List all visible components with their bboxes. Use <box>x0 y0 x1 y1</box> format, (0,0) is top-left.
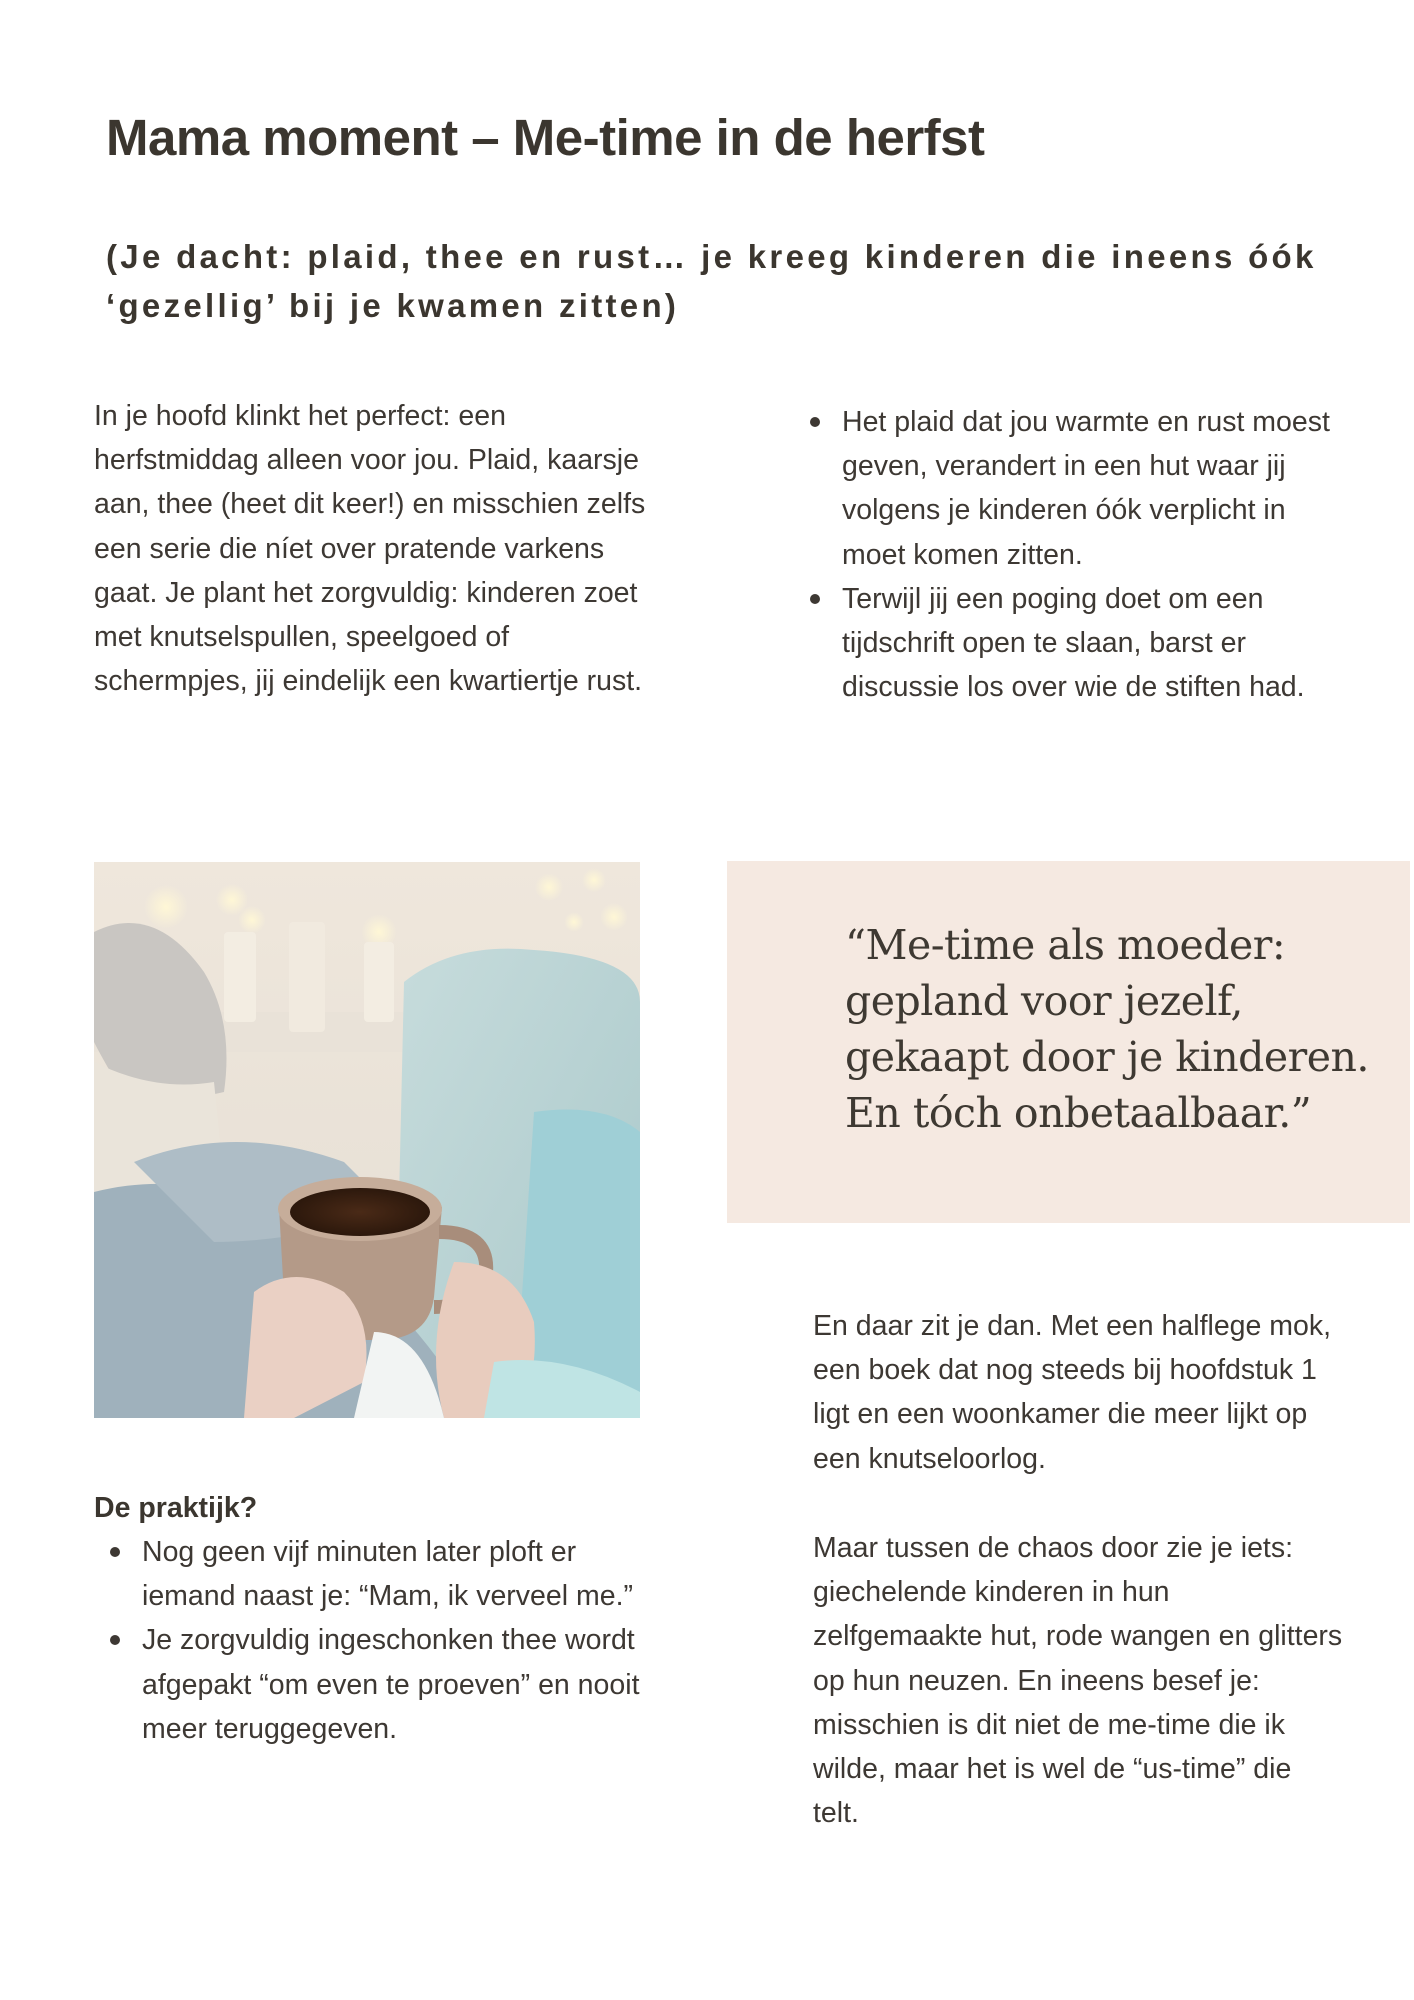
quote-box <box>727 861 1410 1223</box>
cozy-tea-photo <box>94 862 640 1418</box>
page-title: Mama moment – Me-time in de herfst <box>106 109 985 166</box>
list-item: Het plaid dat jou warmte en rust moest geven, verandert in een hut waar jij volgens je kinderen óók verplicht in moet komen zitten. <box>808 400 1348 577</box>
praktijk-bullet-list <box>108 1530 668 1751</box>
intro-paragraph: In je hoofd klinkt het perfect: een herfstmiddag alleen voor jou. Plaid, kaarsje aan, thee (heet dit keer!) en misschien zelfs een serie die níet over pratende varkens gaat. Je plant het zorgvuldig: kinderen zoet met knutselspullen, speelgoed of schermpjes, jij eindelijk een kwartiertje rust. <box>94 400 646 698</box>
list-item: Nog geen vijf minuten later ploft er iemand naast je: “Mam, ik verveel me.” <box>108 1530 668 1618</box>
list-item: Terwijl jij een poging doet om een tijdschrift open te slaan, barst er discussie los over wie de stiften had. <box>808 577 1348 710</box>
pull-quote: “Me-time als moeder: gepland voor jezelf, gekaapt door je kinderen. En tóch onbetaalbaar.” <box>845 921 1369 1137</box>
section-heading: De praktijk? <box>94 1492 258 1524</box>
list-item: Je zorgvuldig ingeschonken thee wordt afgepakt “om even te proeven” en nooit meer teruggegeven. <box>108 1618 668 1751</box>
right-bullet-list <box>808 400 1348 709</box>
paragraph: En daar zit je dan. Met een halflege mok, een boek dat nog steeds bij hoofdstuk 1 ligt en een woonkamer die meer lijkt op een knutseloorlog. <box>813 1310 1332 1475</box>
paragraph: Maar tussen de chaos door zie je iets: giechelende kinderen in hun zelfgemaakte hut, rode wangen en glitters op hun neuzen. En ineens besef je: misschien is dit niet de me-time die ik wilde, maar het is wel de “us-time” die telt. <box>813 1532 1343 1830</box>
page-subtitle: (Je dacht: plaid, thee en rust… je kreeg kinderen die ineens óók ‘gezellig’ bij je kwamen zitten) <box>106 238 1317 324</box>
